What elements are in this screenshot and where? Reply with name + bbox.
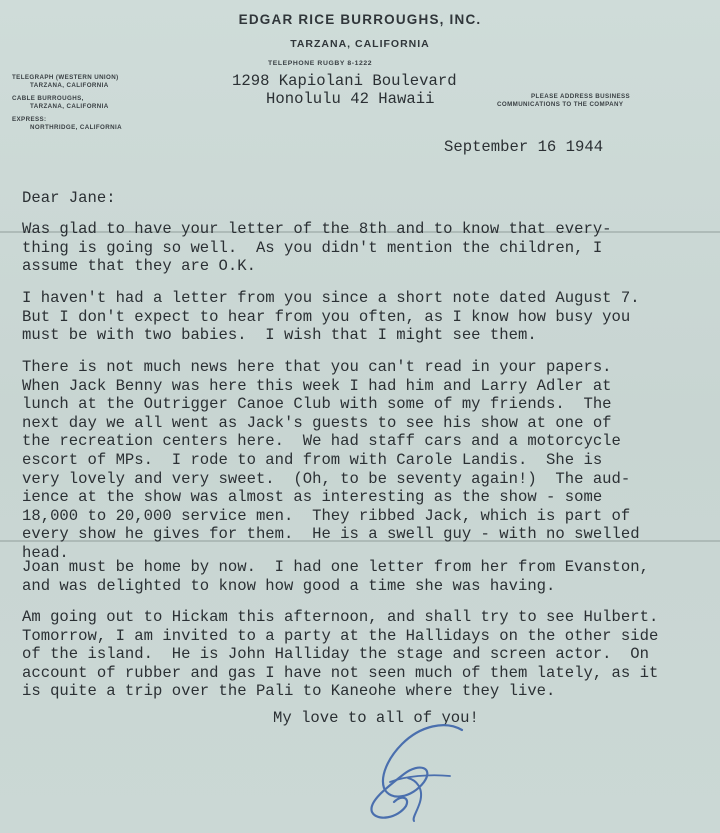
notice-line-1: PLEASE ADDRESS BUSINESS bbox=[531, 93, 631, 100]
letter-date: September 16 1944 bbox=[444, 138, 604, 156]
telegraph-place: TARZANA, CALIFORNIA bbox=[30, 82, 109, 89]
telegraph-label: TELEGRAPH (WESTERN UNION) bbox=[12, 74, 119, 81]
letterhead-notice bbox=[497, 93, 717, 109]
express-label: EXPRESS: bbox=[12, 116, 47, 123]
paragraph-4: Joan must be home by now. I had one letter from her from Evanston, and was delighted to know how good a time she was having. bbox=[22, 558, 649, 595]
address-line-1: 1298 Kapiolani Boulevard bbox=[232, 72, 457, 90]
cable-label: CABLE BURROUGHS, bbox=[12, 95, 84, 102]
paragraph-1: Was glad to have your letter of the 8th and to know that every- thing is going so well. As you didn't mention the children, I assume that they are O.K. bbox=[22, 220, 612, 276]
closing-line: My love to all of you! bbox=[273, 709, 479, 727]
paragraph-2: I haven't had a letter from you since a short note dated August 7. But I don't expect to hear from you often, as I know how busy you must be with two babies. I wish that I might see them. bbox=[22, 289, 640, 345]
notice-line-2: COMMUNICATIONS TO THE COMPANY bbox=[497, 101, 624, 108]
express-place: NORTHRIDGE, CALIFORNIA bbox=[30, 124, 122, 131]
letterhead-telephone: TELEPHONE RUGBY 8-1222 bbox=[268, 60, 373, 67]
salutation: Dear Jane: bbox=[22, 189, 116, 207]
cable-place: TARZANA, CALIFORNIA bbox=[30, 103, 109, 110]
handwritten-signature bbox=[350, 718, 480, 823]
letterhead-contact-block bbox=[12, 74, 212, 132]
letterhead-company: EDGAR RICE BURROUGHS, INC. bbox=[238, 12, 482, 27]
paragraph-5: Am going out to Hickam this afternoon, and shall try to see Hulbert. Tomorrow, I am invited to a party at the Hallidays on the other side of the island. He is John Halliday the stage and screen actor. On account of rubber and gas I have not seen much of them lately, as it is quite a trip over the Pali to Kaneohe where they live. bbox=[22, 608, 659, 701]
sender-address bbox=[232, 72, 457, 108]
paragraph-3: There is not much news here that you can't read in your papers. When Jack Benny was here this week I had him and Larry Adler at lunch at the Outrigger Canoe Club with some of my friends. The next day we all went as Jack's guests to see his show at one of the recreation centers here. We had staff cars and a motorcycle escort of MPs. I rode to and from with Carole Landis. She is very lovely and very sweet. (Oh, to be seventy again!) The aud- ience at the show was almost as interesting as the show - some 18,000 to 20,000 service men. They ribbed Jack, which is part of every show he gives for them. He is a swell guy - with no swelled head. bbox=[22, 358, 640, 562]
letterhead-city: TARZANA, CALIFORNIA bbox=[290, 38, 430, 50]
address-line-2: Honolulu 42 Hawaii bbox=[266, 90, 435, 108]
